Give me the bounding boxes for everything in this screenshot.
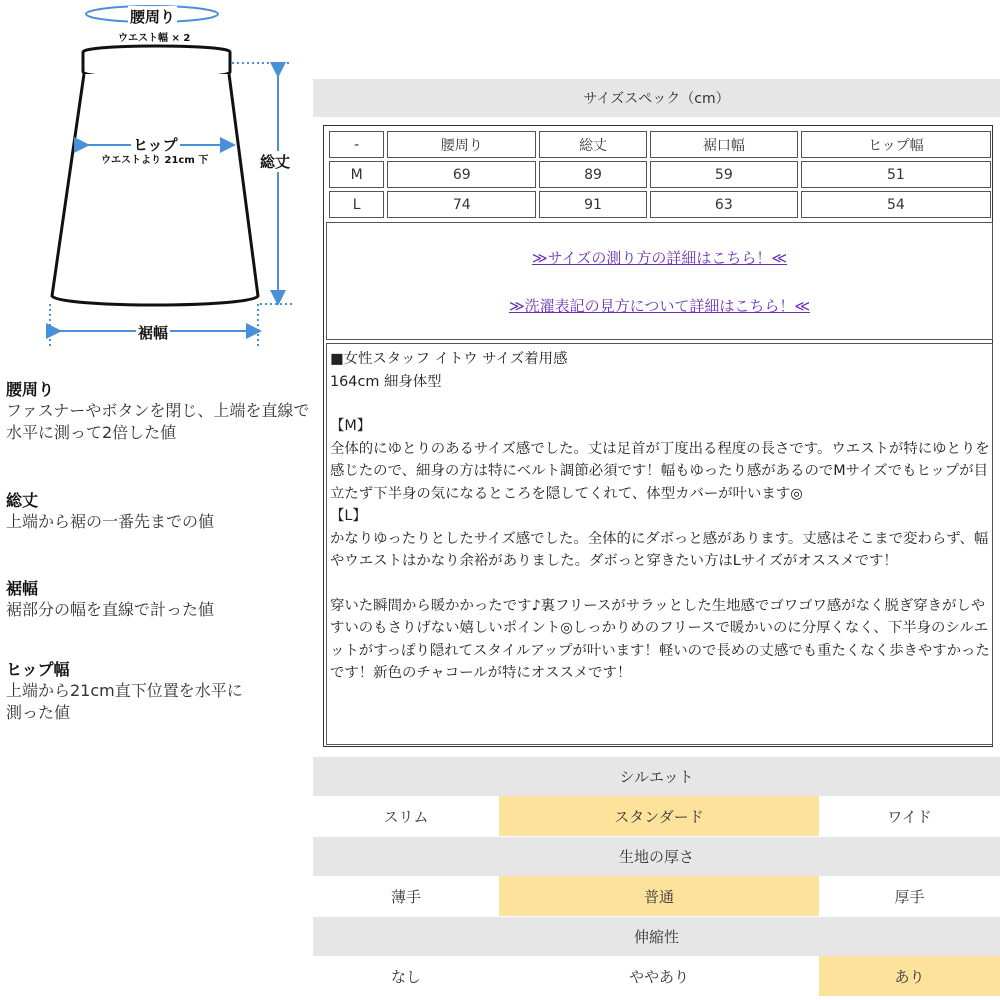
review-body-type: 164cm 細身体型 [330, 373, 442, 390]
hip-label: ヒップ [133, 136, 178, 154]
table-header-cell: 総丈 [539, 131, 647, 158]
definition-text: 上端から21cm直下位置を水平に測った値 [6, 681, 243, 722]
table-cell: M [329, 161, 384, 188]
waist-label: 腰周り [130, 8, 176, 26]
hem-label: 裾幅 [138, 324, 169, 342]
table-header-cell: 腰周り [387, 131, 536, 158]
table-cell: 69 [387, 161, 536, 188]
table-cell: 51 [801, 161, 991, 188]
definition-title: 総丈 [6, 491, 39, 510]
table-header-cell: 裾口幅 [650, 131, 798, 158]
size-table [326, 128, 994, 221]
staff-review [326, 343, 993, 745]
review-m-label: 【M】 [330, 418, 372, 434]
links-panel [326, 222, 993, 340]
table-row [329, 161, 991, 188]
skirt-illustration [0, 0, 300, 360]
stretch-header: 伸縮性 [313, 917, 1000, 956]
definition-title: ヒップ幅 [6, 660, 70, 679]
attribute-option: 厚手 [894, 887, 925, 906]
definition-hip [6, 657, 246, 724]
attribute-option: スリム [383, 807, 429, 826]
table-cell: 63 [650, 191, 798, 218]
attribute-option-selected: スタンダード [499, 796, 819, 836]
thickness-row [313, 876, 1000, 916]
review-l-text: かなりゆったりとしたサイズ感でした。全体的にダボっと感があります。丈感はそこまで変わらず、幅やウエストはかなり余裕がありました。ダボっと穿きたい方はLサイズがオススメです！ [330, 530, 989, 569]
skirt-diagram [0, 0, 300, 360]
size-guide-link[interactable]: ≫サイズの測り方の詳細はこちら！≪ [531, 249, 788, 267]
attribute-option-selected: 普通 [499, 876, 819, 916]
stretch-row [313, 956, 1000, 996]
length-label: 総丈 [260, 153, 291, 171]
definition-title: 腰周り [6, 380, 55, 399]
review-l-label: 【L】 [330, 508, 367, 524]
silhouette-header: シルエット [313, 757, 1000, 796]
definition-length [6, 488, 324, 533]
table-cell: L [329, 191, 384, 218]
table-cell: 74 [387, 191, 536, 218]
review-heading: ■女性スタッフ イトウ サイズ着用感 [330, 351, 568, 367]
attribute-option: なし [390, 967, 421, 986]
definition-waist [6, 377, 324, 444]
table-header-cell: - [329, 131, 384, 158]
table-cell: 89 [539, 161, 647, 188]
definition-text: 上端から裾の一番先までの値 [6, 512, 215, 531]
attribute-option-selected: あり [819, 956, 1000, 996]
thickness-header: 生地の厚さ [313, 837, 1000, 876]
review-comment: 穿いた瞬間から暖かかったです♪裏フリースがサラッとした生地感でゴワゴワ感がなく脱ぎ穿きがしやすいのもさりげない嬉しいポイント◎しっかりめのフリースで暖かいのに分厚くなく、下半身のシルエットがすっぽり隠れてスタイルアップが叶います！軽いので長めの丈感でも重たくなく歩きやすかったです！新色のチャコールが特にオススメです！ [330, 597, 990, 681]
silhouette-row [313, 796, 1000, 836]
review-m-text: 全体的にゆとりのあるサイズ感でした。丈は足首が丁度出る程度の長さです。ウエストが特にゆとりを感じたので、細身の方は特にベルト調節必須です！幅もゆったり感があるのでMサイズでもヒップが目立たず下半身の気になるところを隠してくれて、体型カバーが叶います◎ [330, 440, 990, 502]
hip-sub-label: ウエストより 21cm 下 [101, 155, 209, 166]
definition-title: 裾幅 [6, 579, 39, 598]
definition-hem [6, 576, 324, 621]
table-row [329, 191, 991, 218]
table-header-row [329, 131, 991, 158]
spec-title: サイズスペック（cm） [313, 79, 1000, 117]
attribute-option: ワイド [887, 807, 932, 826]
table-cell: 59 [650, 161, 798, 188]
table-cell: 91 [539, 191, 647, 218]
waistband [83, 46, 230, 78]
definition-text: ファスナーやボタンを閉じ、上端を直線で水平に測って2倍した値 [6, 401, 310, 442]
definition-text: 裾部分の幅を直線で計った値 [6, 600, 215, 619]
table-cell: 54 [801, 191, 991, 218]
care-label-guide-link[interactable]: ≫洗濯表記の見方について詳細はこちら！≪ [508, 297, 811, 315]
attribute-option: 薄手 [390, 887, 421, 906]
table-header-cell: ヒップ幅 [801, 131, 991, 158]
waist-sub-label: ウエスト幅 × 2 [118, 33, 191, 44]
skirt-body [52, 74, 258, 305]
attribute-option: ややあり [628, 967, 689, 986]
